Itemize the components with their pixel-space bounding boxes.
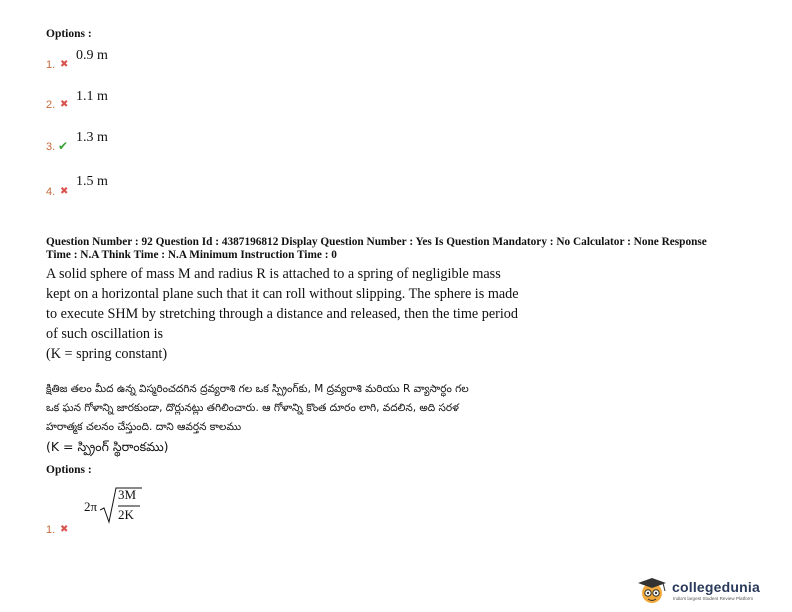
formula-prefix: 2π <box>84 499 98 514</box>
brand-name: collegedunia <box>672 579 760 595</box>
question-text-telugu <box>46 380 566 456</box>
question-line-te: క్షితిజ తలం మీద ఉన్న విస్మరించదగిన ద్రవ్యరాశి గల ఒక స్ప్రింగ్‌కు, M ద్రవ్యరాశి మరియు R వ్యాసార్ధం గల <box>46 383 469 395</box>
option-number: 4. <box>46 186 56 198</box>
question-line-te: హరాత్మక చలనం చేస్తుంది. దాని ఆవర్తన కాలము <box>46 421 242 433</box>
cross-icon: ✖ <box>60 99 69 110</box>
option-number: 2. <box>46 99 56 111</box>
mascot-icon <box>632 577 670 605</box>
brand-tagline: India's largest Student Review Platform <box>673 596 754 601</box>
option-number: 1. <box>46 524 56 536</box>
option-number: 1. <box>46 59 56 71</box>
question-line: kept on a horizontal plane such that it can roll without slipping. The sphere is made <box>46 286 519 302</box>
question-text-english <box>46 264 566 364</box>
cross-icon: ✖ <box>60 186 69 197</box>
option-value: 1.1 m <box>76 89 108 104</box>
question-meta-line2: Time : N.A Think Time : N.A Minimum Instruction Time : 0 <box>46 249 337 261</box>
options-heading: Options : <box>46 28 92 40</box>
cross-icon: ✖ <box>60 59 69 70</box>
question-line-te: ఒక ఘన గోళాన్ని జారకుండా, దొర్లునట్లు తగిలించారు. ఆ గోళాన్ని కొంత దూరం లాగి, వదలిన, అది సరళ <box>46 402 459 414</box>
option-value: 0.9 m <box>76 48 108 63</box>
cross-icon: ✖ <box>60 524 69 535</box>
question-line: (K = spring constant) <box>46 346 168 362</box>
check-icon: ✔ <box>58 139 69 153</box>
option-number: 3. <box>46 141 56 153</box>
question-meta-line1: Question Number : 92 Question Id : 4387196812 Display Question Number : Yes Is Question Mandatory : No Calculator : None Response <box>46 236 707 248</box>
question-meta <box>46 236 756 262</box>
options-heading: Options : <box>46 464 92 476</box>
option-value: 1.3 m <box>76 130 108 145</box>
question-line-te: (K = స్ప్రింగ్ స్థిరాంకము) <box>46 439 169 454</box>
question-line: A solid sphere of mass M and radius R is attached to a spring of negligible mass <box>46 266 501 282</box>
formula-option[interactable] <box>84 486 144 526</box>
collegedunia-logo[interactable] <box>632 577 788 605</box>
formula-denominator: 2K <box>118 507 134 522</box>
question-line: to execute SHM by stretching through a distance and released, then the time period <box>46 306 518 322</box>
option-value: 1.5 m <box>76 174 108 189</box>
formula-numerator: 3M <box>118 487 137 502</box>
question-line: of such oscillation is <box>46 326 164 342</box>
